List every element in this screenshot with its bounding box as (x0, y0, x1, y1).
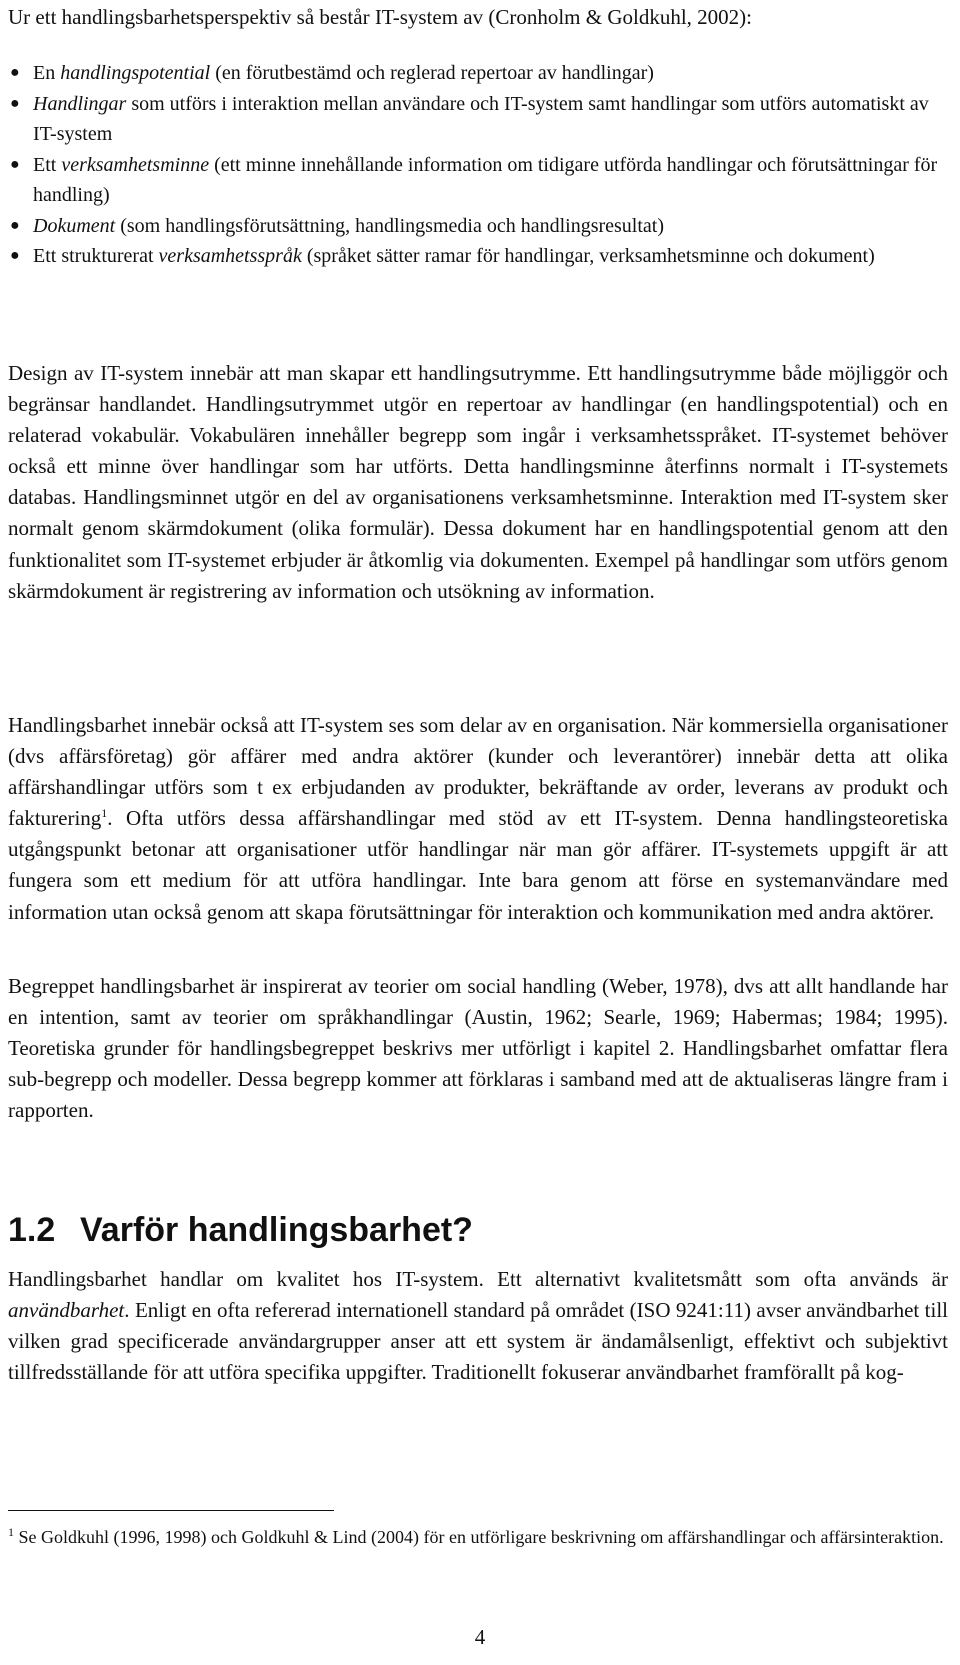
page-number: 4 (474, 1625, 486, 1649)
list-item: ● Ett verksamhetsminne (ett minne innehållande information om tidigare utförda handlingar och förutsättningar för handling) (8, 150, 948, 211)
emphasis: verksamhetsspråk (158, 245, 302, 267)
emphasis: verksamhetsminne (61, 153, 210, 176)
list-item: ● Ett strukturerat verksamhetsspråk (språket sätter ramar för handlingar, verksamhetsminne och dokument) (8, 241, 948, 272)
footnote-divider (8, 1510, 334, 1511)
organisation-paragraph: Handlingsbarhet innebär också att IT-system ses som delar av en organisation. När kommersiella organisationer (dvs affärsföretag) gör affärer med andra aktörer (kunder och leverantörer) innebär detta att olika affärshandlingar utförs som t ex erbjudanden av produkter, bekräftande av order, leverans av produkt och fakturering$^1$. Ofta utförs dessa affärshandlingar med stöd av ett IT-system. Denna handlingsteoretiska utgångspunkt betonar att organisationer utför handlingar när man gör affärer. IT-systemets uppgift är att fungera som ett medium för att utföra handlingar. Inte bara genom att förse en systemanvändare med information utan också genom att skapa förutsättningar för interaktion och kommunikation med andra aktörer. (8, 713, 948, 924)
bullet-icon: ● (10, 216, 20, 234)
bullet-icon: ● (10, 94, 20, 112)
quality-paragraph: Handlingsbarhet handlar om kvalitet hos IT-system. Ett alternativt kvalitetsmått som ofta används är användbarhet. Enligt en ofta refererad internationell standard på området (ISO 9241:11) avser användbarhet till vilken grad specificerade användargrupper anser att ett system är ändamålsenligt, effektivt och subjektivt tillfredsställande för att utföra specifika uppgifter. Traditionellt fokuserar användbarhet framförallt på kog- (8, 1267, 948, 1385)
list-item: ● Handlingar som utförs i interaktion mellan användare och IT-system samt handlingar som utförs automatiskt av IT-system (8, 89, 948, 150)
section-title: Varför handlingsbarhet? (80, 1211, 473, 1249)
section-number: 1.2 (8, 1211, 56, 1249)
footnote-ref[interactable]: 1 (101, 806, 108, 821)
design-paragraph: Design av IT-system innebär att man skapar ett handlingsutrymme. Ett handlingsutrymme både möjliggör och begränsar handlandet. Handlingsutrymmet utgör en repertoar av handlingar (en handlingspotential) och en relaterad vokabulär. Vokabulären innehåller begrepp som ingår i verksamhetsspråket. IT-systemet behöver också ett minne över handlingar som har utförts. Detta handlingsminne återfinns normalt i IT-systemets databas. Handlingsminnet utgör en del av organisationens verksamhetsminne. Interaktion med IT-system sker normalt genom skärmdokument (olika formulär). Dessa dokument har en handlingspotential genom att den funktionalitet som IT-systemet erbjuder är åtkomlig via dokumenten. Exempel på handlingar som utförs genom skärmdokument är registrering av information och utsökning av information. (8, 361, 948, 603)
bullet-icon: ● (10, 155, 20, 173)
section-heading (8, 1210, 473, 1250)
bullet-icon: ● (10, 64, 20, 81)
emphasis: användbarhet (8, 1298, 125, 1323)
intro-paragraph: Ur ett handlingsbarhetsperspektiv så består IT-system av (Cronholm & Goldkuhl, 2002): (8, 5, 753, 29)
emphasis: handlingspotential (60, 62, 211, 84)
emphasis: Dokument (33, 214, 116, 237)
emphasis: Handlingar (33, 92, 127, 115)
bullet-list (8, 58, 948, 272)
concept-paragraph: Begreppet handlingsbarhet är inspirerat av teorier om social handling (Weber, 1978), dvs att allt handlande har en intention, samt av teorier om språkhandlingar (Austin, 1962; Searle, 1969; Habermas; 1984; 1995). Teoretiska grunder för handlingsbegreppet beskrivs mer utförligt i kapitel 2. Handlingsbarhet omfattar flera sub-begrepp och modeller. Dessa begrepp kommer att förklaras i samband med att de aktualiseras längre fram i rapporten. (8, 974, 948, 1123)
footnote-number: 1 (8, 1525, 14, 1539)
bullet-icon: ● (10, 247, 20, 264)
list-item: ● Dokument (som handlingsförutsättning, handlingsmedia och handlingsresultat) (8, 211, 948, 242)
list-item: ● En handlingspotential (en förutbestämd och reglerad repertoar av handlingar) (8, 58, 948, 89)
footnote: $^1$ Se Goldkuhl (1996, 1998) och Goldkuhl & Lind (2004) för en utförligare beskrivning om affärshandlingar och affärsinteraktion. (8, 1525, 944, 1547)
